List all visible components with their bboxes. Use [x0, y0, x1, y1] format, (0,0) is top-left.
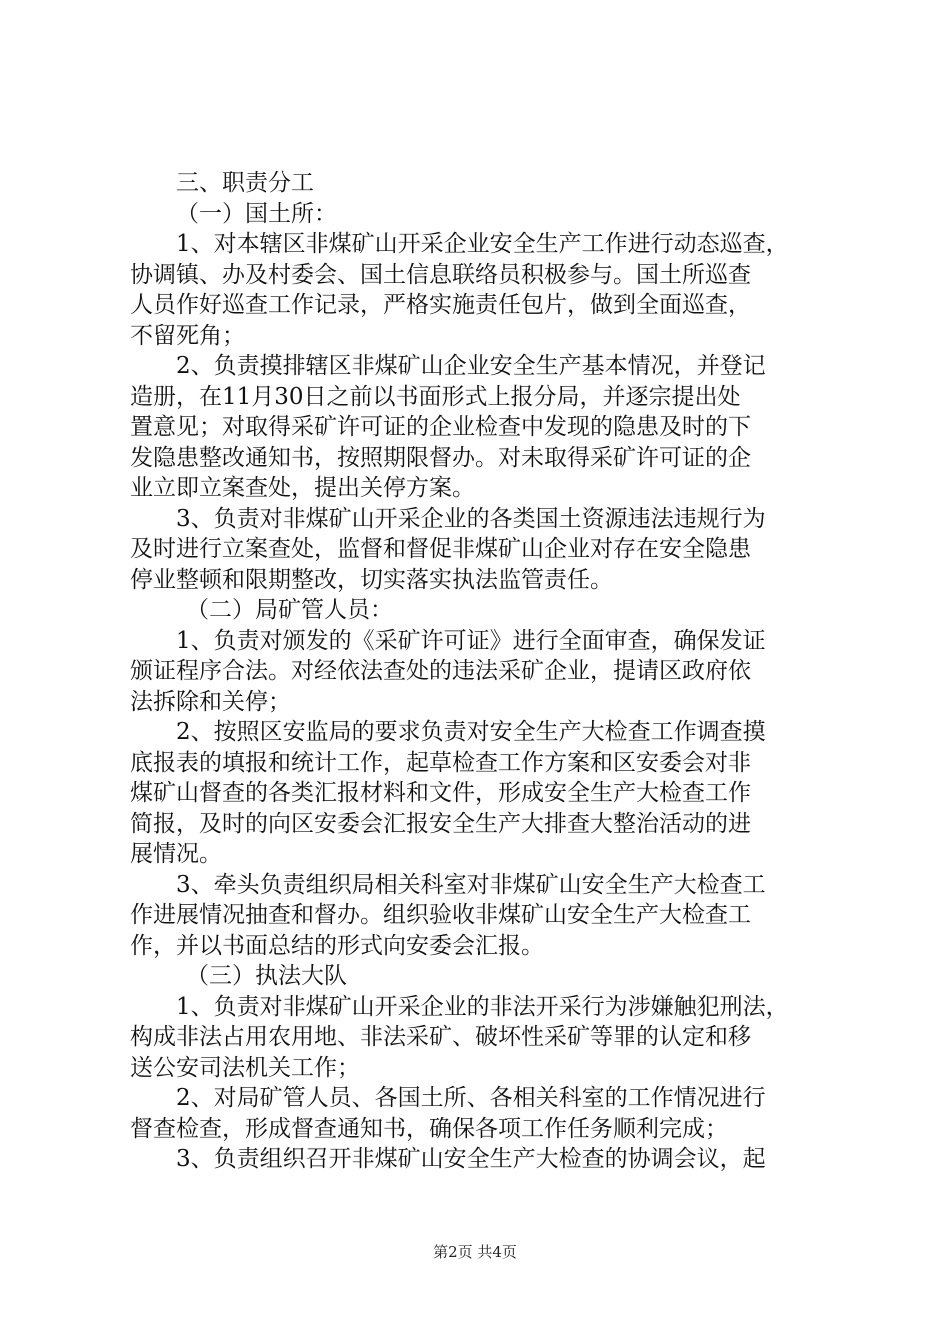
text-line: 1、负责对非煤矿山开采企业的非法开采行为涉嫌触犯刑法，	[176, 993, 789, 1020]
page-footer: 第2页 共4页	[433, 1243, 517, 1261]
text-line: 发隐患整改通知书，按照期限督办。对未取得采矿许可证的企	[130, 444, 751, 471]
text-line: 督查检查，形成督查通知书，确保各项工作任务顺利完成；	[130, 1115, 728, 1142]
text-line: 造册，在11月30日之前以书面形式上报分局，并逐宗提出处	[130, 383, 741, 410]
text-line: 构成非法占用农用地、非法采矿、破坏性采矿等罪的认定和移	[130, 1024, 751, 1050]
text-line: （三）执法大队	[186, 963, 347, 989]
text-line: （二）局矿管人员：	[186, 597, 393, 623]
text-line: 2、按照区安监局的要求负责对安全生产大检查工作调查摸	[176, 719, 766, 745]
text-line: 1、对本辖区非煤矿山开采企业安全生产工作进行动态巡查，	[176, 231, 789, 257]
document-body	[130, 168, 830, 1175]
text-line: 作，并以书面总结的形式向安委会汇报。	[130, 932, 544, 959]
text-line: 颁证程序合法。对经依法查处的违法采矿企业，提请区政府依	[130, 658, 751, 684]
text-line: 3、牵头负责组织局相关科室对非煤矿山安全生产大检查工	[176, 871, 766, 898]
text-line: 三、职责分工	[176, 170, 314, 196]
text-line: 简报，及时的向区安委会汇报安全生产大排查大整治活动的进	[130, 810, 751, 837]
text-line: 法拆除和关停；	[130, 688, 291, 715]
text-line: 底报表的填报和统计工作，起草检查工作方案和区安委会对非	[130, 749, 751, 776]
text-line: 协调镇、办及村委会、国土信息联络员积极参与。国土所巡查	[130, 261, 751, 288]
text-line: 置意见；对取得采矿许可证的企业检查中发现的隐患及时的下	[130, 414, 751, 440]
text-line: 人员作好巡查工作记录，严格实施责任包片，做到全面巡查，	[130, 292, 751, 318]
text-line: 停业整顿和限期整改，切实落实执法监管责任。	[130, 566, 613, 593]
text-line: 2、负责摸排辖区非煤矿山企业安全生产基本情况，并登记	[176, 353, 766, 379]
text-line: 及时进行立案查处，监督和督促非煤矿山企业对存在安全隐患	[130, 536, 751, 562]
text-line: 作进展情况抽查和督办。组织验收非煤矿山安全生产大检查工	[130, 902, 751, 928]
text-line: 展情况。	[130, 841, 222, 867]
text-line: 1、负责对颁发的《采矿许可证》进行全面审查，确保发证	[176, 627, 766, 654]
text-line: （一）国土所：	[176, 200, 337, 227]
text-line: 3、负责组织召开非煤矿山安全生产大检查的协调会议，起	[176, 1146, 766, 1172]
text-line: 3、负责对非煤矿山开采企业的各类国土资源违法违规行为	[176, 505, 766, 532]
text-line: 煤矿山督查的各类汇报材料和文件，形成安全生产大检查工作	[130, 780, 751, 806]
text-line: 业立即立案查处，提出关停方案。	[130, 475, 475, 501]
text-line: 送公安司法机关工作；	[130, 1054, 360, 1081]
text-line: 2、对局矿管人员、各国土所、各相关科室的工作情况进行	[176, 1085, 766, 1111]
text-line: 不留死角；	[130, 322, 245, 349]
